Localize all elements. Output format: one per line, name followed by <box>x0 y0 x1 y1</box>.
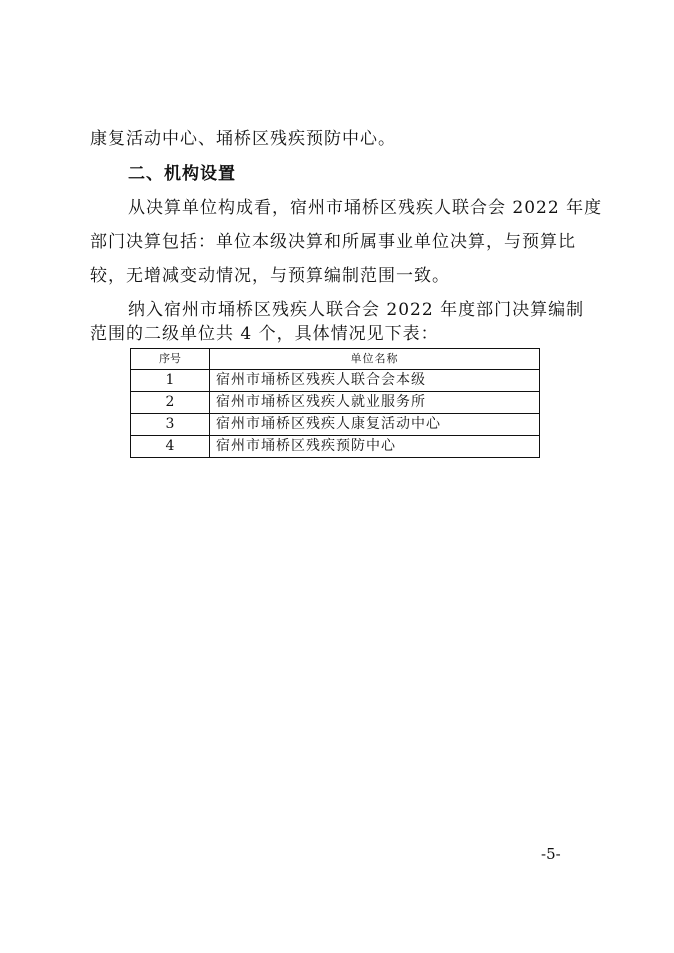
table-header-row <box>131 349 540 370</box>
paragraph-1-line-1: 从决算单位构成看，宿州市埇桥区残疾人联合会 2022 年度 <box>128 198 603 218</box>
row-unit-name: 宿州市埇桥区残疾人康复活动中心 <box>210 414 540 436</box>
table-row <box>131 414 540 436</box>
table-row <box>131 370 540 392</box>
row-unit-name: 宿州市埇桥区残疾预防中心 <box>210 436 540 458</box>
table-row <box>131 436 540 458</box>
row-serial-number: 2 <box>131 392 210 414</box>
row-serial-number: 4 <box>131 436 210 458</box>
page-number: -5- <box>541 845 561 863</box>
section-heading: 二、机构设置 <box>128 164 236 184</box>
row-serial-number: 3 <box>131 414 210 436</box>
paragraph-continuation: 康复活动中心、埇桥区残疾预防中心。 <box>90 129 396 149</box>
table-row <box>131 392 540 414</box>
paragraph-2-line-2: 范围的二级单位共 4 个，具体情况见下表： <box>90 324 439 344</box>
header-serial-number: 序号 <box>131 349 210 370</box>
paragraph-1-line-2: 部门决算包括：单位本级决算和所属事业单位决算，与预算比 <box>90 232 576 252</box>
row-unit-name: 宿州市埇桥区残疾人就业服务所 <box>210 392 540 414</box>
paragraph-1-line-3: 较，无增减变动情况，与预算编制范围一致。 <box>90 266 450 286</box>
paragraph-2-line-1: 纳入宿州市埇桥区残疾人联合会 2022 年度部门决算编制 <box>128 300 585 320</box>
row-unit-name: 宿州市埇桥区残疾人联合会本级 <box>210 370 540 392</box>
header-unit-name: 单位名称 <box>210 349 540 370</box>
row-serial-number: 1 <box>131 370 210 392</box>
units-table <box>130 348 540 458</box>
